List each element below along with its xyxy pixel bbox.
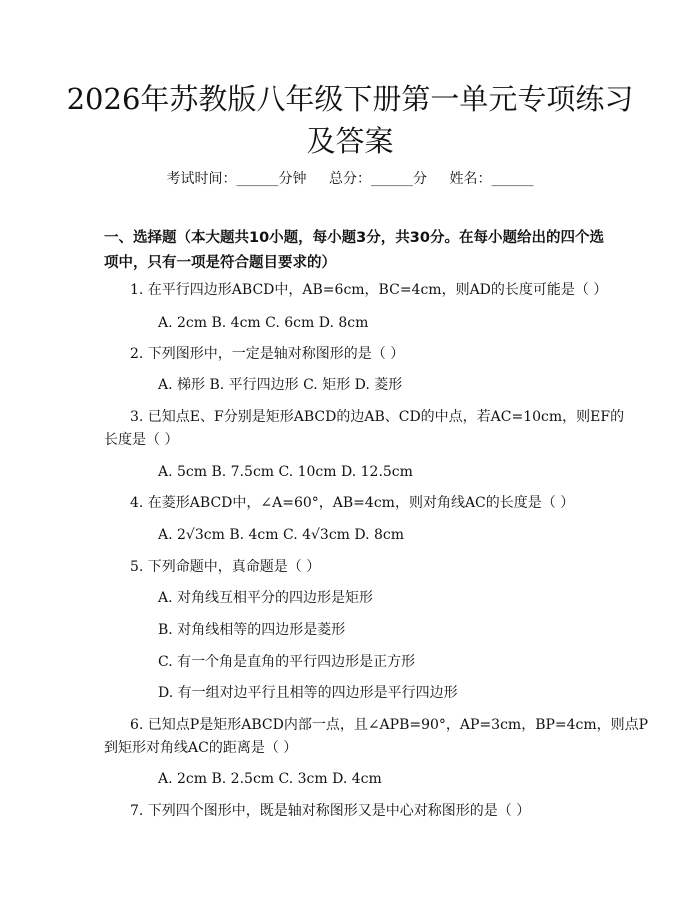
document-title xyxy=(60,78,640,162)
exam-time: 考试时间：______分钟 xyxy=(166,171,307,187)
question-2-options: A. 梯形 B. 平行四边形 C. 矩形 D. 菱形 xyxy=(158,377,403,393)
title-line-1: 2026年苏教版八年级下册第一单元专项练习 xyxy=(66,82,634,116)
question-6-stem: 6. 已知点P是矩形ABCD内部一点，且∠APB=90°，AP=3cm，BP=4cm，则点P xyxy=(130,717,649,733)
question-5-stem: 5. 下列命题中，真命题是（ ） xyxy=(130,559,321,575)
question-5-option-d: D. 有一组对边平行且相等的四边形是平行四边形 xyxy=(158,685,458,701)
section-heading-line-2: 项中，只有一项是符合题目要求的） xyxy=(104,255,336,271)
question-7-stem: 7. 下列四个图形中，既是轴对称图形又是中心对称图形的是（ ） xyxy=(130,803,531,819)
question-4-options: A. 2√3cm B. 4cm C. 4√3cm D. 8cm xyxy=(158,527,405,543)
question-2-stem: 2. 下列图形中，一定是轴对称图形的是（ ） xyxy=(130,346,405,362)
exam-meta xyxy=(0,168,700,188)
question-4-stem: 4. 在菱形ABCD中，∠A=60°，AB=4cm，则对角线AC的长度是（ ） xyxy=(130,495,575,511)
student-name: 姓名：______ xyxy=(449,171,534,187)
question-1-options: A. 2cm B. 4cm C. 6cm D. 8cm xyxy=(158,315,369,331)
total-score: 总分：______分 xyxy=(329,171,427,187)
title-line-2: 及答案 xyxy=(306,124,394,158)
question-1-stem: 1. 在平行四边形ABCD中，AB=6cm，BC=4cm，则AD的长度可能是（ ） xyxy=(130,282,608,298)
question-5-option-c: C. 有一个角是直角的平行四边形是正方形 xyxy=(158,654,416,670)
question-6-options: A. 2cm B. 2.5cm C. 3cm D. 4cm xyxy=(158,771,382,787)
question-5-option-a: A. 对角线互相平分的四边形是矩形 xyxy=(158,590,374,606)
question-5-option-b: B. 对角线相等的四边形是菱形 xyxy=(158,622,346,638)
question-3-stem: 3. 已知点E、F分别是矩形ABCD的边AB、CD的中点，若AC=10cm，则EF的 xyxy=(130,409,625,425)
question-3-stem-continued: 长度是（ ） xyxy=(104,432,179,448)
section-heading-line-1: 一、选择题（本大题共10小题，每小题3分，共30分。在每小题给出的四个选 xyxy=(104,230,604,246)
question-3-options: A. 5cm B. 7.5cm C. 10cm D. 12.5cm xyxy=(158,464,413,480)
section-heading xyxy=(104,226,604,276)
question-6-stem-continued: 到矩形对角线AC的距离是（ ） xyxy=(104,740,298,756)
